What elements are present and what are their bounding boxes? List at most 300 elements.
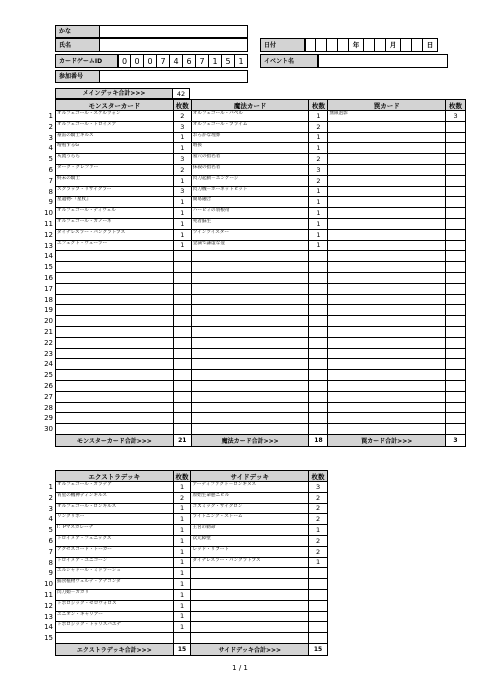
- side-card-count[interactable]: 2: [309, 492, 328, 503]
- side-card-name[interactable]: [191, 579, 309, 590]
- table-row: [56, 348, 466, 359]
- extra-card-count[interactable]: [173, 633, 191, 644]
- trap-card-count[interactable]: [446, 370, 466, 381]
- trap-card-count[interactable]: [446, 391, 466, 402]
- extra-count-header: 枚数: [173, 471, 191, 482]
- spell-card-name[interactable]: [191, 251, 309, 262]
- trap-card-name[interactable]: [328, 359, 446, 370]
- spell-card-count[interactable]: 3: [309, 164, 328, 175]
- spell-card-count[interactable]: [309, 380, 328, 391]
- side-card-name[interactable]: [191, 589, 309, 600]
- row-number: 12: [44, 230, 53, 239]
- spell-card-name[interactable]: [191, 283, 309, 294]
- side-card-name[interactable]: 原始生命態ニビル: [191, 492, 309, 503]
- trap-card-name[interactable]: [328, 316, 446, 327]
- extra-card-count[interactable]: 1: [173, 589, 191, 600]
- monster-card-name[interactable]: 豪雷の騎士ギルス: [56, 132, 174, 143]
- row-number: 28: [44, 403, 53, 412]
- spell-card-count[interactable]: 2: [309, 175, 328, 186]
- row-number: 22: [44, 338, 53, 347]
- trap-card-count[interactable]: [446, 380, 466, 391]
- extra-card-count[interactable]: 1: [173, 568, 191, 579]
- extra-card-name[interactable]: トポロジック・トゥリスバエナ: [56, 622, 174, 633]
- trap-card-name[interactable]: [328, 121, 446, 132]
- spell-card-name[interactable]: ハーピィの羽根帚: [191, 208, 309, 219]
- side-card-count[interactable]: 2: [309, 535, 328, 546]
- monster-card-name[interactable]: [56, 316, 174, 327]
- spell-card-count[interactable]: [309, 262, 328, 273]
- monster-card-name[interactable]: [56, 305, 174, 316]
- monster-card-name[interactable]: [56, 424, 174, 435]
- trap-card-count[interactable]: [446, 326, 466, 337]
- monster-card-name[interactable]: オルフェゴール・カノーネ: [56, 218, 174, 229]
- spell-card-name[interactable]: オルフェゴール・バベル: [191, 111, 309, 122]
- trap-card-name[interactable]: [328, 229, 446, 240]
- side-card-count[interactable]: [309, 611, 328, 622]
- spell-card-count[interactable]: 1: [309, 218, 328, 229]
- spell-card-name[interactable]: [191, 348, 309, 359]
- monster-card-name[interactable]: 終末の騎士: [56, 175, 174, 186]
- extra-card-name[interactable]: リンクリボー: [56, 514, 174, 525]
- side-card-count[interactable]: 1: [309, 525, 328, 536]
- spell-card-name[interactable]: [191, 359, 309, 370]
- spell-card-name[interactable]: [191, 316, 309, 327]
- monster-card-name[interactable]: [56, 251, 174, 262]
- monster-card-name[interactable]: [56, 370, 174, 381]
- spell-card-count[interactable]: [309, 348, 328, 359]
- monster-card-count[interactable]: 1: [173, 229, 191, 240]
- spell-card-name[interactable]: おろかな埋葬: [191, 132, 309, 143]
- monster-card-count[interactable]: [173, 348, 191, 359]
- monster-card-name[interactable]: スクラップ・リサイクラー: [56, 186, 174, 197]
- monster-card-count[interactable]: [173, 380, 191, 391]
- monster-card-count[interactable]: [173, 305, 191, 316]
- trap-card-count[interactable]: [446, 337, 466, 348]
- side-card-name[interactable]: [191, 600, 309, 611]
- monster-card-name[interactable]: [56, 326, 174, 337]
- extra-card-count[interactable]: 1: [173, 482, 191, 493]
- kana-label: かな: [55, 25, 100, 38]
- trap-card-count[interactable]: [446, 272, 466, 283]
- trap-card-name[interactable]: [328, 143, 446, 154]
- trap-card-count[interactable]: [446, 305, 466, 316]
- table-row: [56, 492, 328, 503]
- spell-card-count[interactable]: [309, 359, 328, 370]
- event-name-label: イベント名: [260, 54, 318, 68]
- row-number: 3: [48, 133, 53, 142]
- monster-card-name[interactable]: [56, 391, 174, 402]
- name-label: 氏名: [55, 38, 100, 52]
- table-row: [56, 272, 466, 283]
- monster-card-name[interactable]: [56, 283, 174, 294]
- extra-card-name[interactable]: 閃刀姫－カガリ: [56, 589, 174, 600]
- side-card-count[interactable]: [309, 568, 328, 579]
- monster-card-count[interactable]: 2: [173, 111, 191, 122]
- spell-card-count[interactable]: [309, 272, 328, 283]
- trap-card-name[interactable]: [328, 218, 446, 229]
- extra-total-label: エクストラデッキ合計>>>: [56, 643, 174, 655]
- table-row: [56, 391, 466, 402]
- side-card-count[interactable]: [309, 622, 328, 633]
- trap-card-name[interactable]: [328, 251, 446, 262]
- trap-card-count[interactable]: [446, 348, 466, 359]
- trap-card-count[interactable]: [446, 121, 466, 132]
- card-id-field[interactable]: [118, 54, 248, 68]
- month-label: 月: [386, 38, 401, 52]
- spell-card-name[interactable]: [191, 380, 309, 391]
- monster-total: 21: [173, 434, 191, 446]
- spell-card-name[interactable]: 閃刀機－ホーネットビット: [191, 186, 309, 197]
- monster-card-count[interactable]: 3: [173, 154, 191, 165]
- table-row: [56, 482, 328, 493]
- extra-card-name[interactable]: トロイメア・ユニコーン: [56, 557, 174, 568]
- side-card-count[interactable]: [309, 633, 328, 644]
- side-card-name[interactable]: ダイナレスラー・パンクラトプス: [191, 557, 309, 568]
- monster-card-count[interactable]: [173, 272, 191, 283]
- row-number: 3: [48, 504, 53, 513]
- spell-card-name[interactable]: 増援: [191, 143, 309, 154]
- trap-card-name[interactable]: [328, 370, 446, 381]
- trap-card-count[interactable]: [446, 175, 466, 186]
- side-card-name[interactable]: コズミック・サイクロン: [191, 503, 309, 514]
- monster-card-count[interactable]: 1: [173, 132, 191, 143]
- spell-card-count[interactable]: 1: [309, 240, 328, 251]
- spell-card-count[interactable]: 2: [309, 154, 328, 165]
- table-row: [56, 546, 328, 557]
- trap-card-count[interactable]: [446, 240, 466, 251]
- trap-card-count[interactable]: [446, 154, 466, 165]
- extra-card-count[interactable]: 1: [173, 622, 191, 633]
- monster-card-name[interactable]: [56, 380, 174, 391]
- trap-card-count[interactable]: [446, 186, 466, 197]
- date-field[interactable]: [305, 38, 448, 52]
- spell-card-count[interactable]: [309, 370, 328, 381]
- monster-card-count[interactable]: [173, 283, 191, 294]
- monster-card-name[interactable]: [56, 413, 174, 424]
- extra-card-count[interactable]: 1: [173, 535, 191, 546]
- side-card-name[interactable]: レッド・リブート: [191, 546, 309, 557]
- trap-card-name[interactable]: [328, 326, 446, 337]
- side-card-count[interactable]: 3: [309, 482, 328, 493]
- trap-card-name[interactable]: [328, 197, 446, 208]
- spell-card-count[interactable]: [309, 283, 328, 294]
- monster-card-name[interactable]: [56, 294, 174, 305]
- spell-card-count[interactable]: [309, 424, 328, 435]
- trap-card-name[interactable]: [328, 240, 446, 251]
- card-id-digit: 5: [222, 54, 235, 68]
- card-id-digit: 0: [131, 54, 144, 68]
- monster-header: モンスターカード: [56, 100, 174, 111]
- extra-card-name[interactable]: 宵星の機神ディンギルス: [56, 492, 174, 503]
- monster-card-count[interactable]: [173, 402, 191, 413]
- extra-card-count[interactable]: 1: [173, 600, 191, 611]
- extra-card-count[interactable]: 1: [173, 546, 191, 557]
- trap-card-count[interactable]: [446, 132, 466, 143]
- extra-card-count[interactable]: 2: [173, 492, 191, 503]
- side-card-count[interactable]: 1: [309, 557, 328, 568]
- row-number: 19: [44, 306, 53, 315]
- spell-card-name[interactable]: オルフェゴール・プライム: [191, 121, 309, 132]
- spell-card-name[interactable]: [191, 424, 309, 435]
- monster-card-count[interactable]: [173, 316, 191, 327]
- spell-card-name[interactable]: 墓穴の指名者: [191, 154, 309, 165]
- extra-card-count[interactable]: 1: [173, 514, 191, 525]
- row-number: 13: [44, 241, 53, 250]
- trap-card-name[interactable]: [328, 154, 446, 165]
- monster-card-name[interactable]: [56, 359, 174, 370]
- monster-card-count[interactable]: 1: [173, 175, 191, 186]
- entry-number-field[interactable]: [99, 70, 248, 83]
- trap-card-count[interactable]: [446, 251, 466, 262]
- row-number: 12: [44, 601, 53, 610]
- spell-card-name[interactable]: [191, 262, 309, 273]
- monster-card-name[interactable]: 灰流うらら: [56, 154, 174, 165]
- card-id-digit: 0: [118, 54, 131, 68]
- side-card-name[interactable]: [191, 633, 309, 644]
- trap-card-count[interactable]: [446, 316, 466, 327]
- extra-card-count[interactable]: 1: [173, 503, 191, 514]
- extra-card-name[interactable]: オルフェゴール・ロンギルス: [56, 503, 174, 514]
- monster-card-name[interactable]: [56, 272, 174, 283]
- row-number: 1: [48, 483, 53, 491]
- side-card-count[interactable]: 2: [309, 514, 328, 525]
- row-number: 4: [48, 515, 53, 524]
- extra-row-numbers: [37, 481, 55, 651]
- extra-card-name[interactable]: [56, 633, 174, 644]
- spell-card-count[interactable]: 1: [309, 208, 328, 219]
- monster-card-count[interactable]: [173, 294, 191, 305]
- extra-card-name[interactable]: アクセスコード・トーカー: [56, 546, 174, 557]
- side-card-name[interactable]: [191, 568, 309, 579]
- spell-card-name[interactable]: [191, 402, 309, 413]
- table-row: [56, 535, 328, 546]
- spell-card-name[interactable]: 抹殺の指名者: [191, 164, 309, 175]
- name-field[interactable]: [99, 38, 248, 52]
- extra-card-name[interactable]: トポロジック・ゼロヴォロス: [56, 600, 174, 611]
- trap-card-count[interactable]: [446, 262, 466, 273]
- side-card-count[interactable]: [309, 600, 328, 611]
- extra-card-name[interactable]: エルシャドール・ミドラーシュ: [56, 568, 174, 579]
- monster-card-count[interactable]: [173, 326, 191, 337]
- spell-card-name[interactable]: [191, 337, 309, 348]
- trap-card-name[interactable]: [328, 424, 446, 435]
- spell-card-count[interactable]: [309, 413, 328, 424]
- side-card-name[interactable]: ライトニング・ストーム: [191, 514, 309, 525]
- monster-card-count[interactable]: [173, 262, 191, 273]
- trap-total-label: 罠カード合計>>>: [328, 434, 446, 446]
- side-card-count[interactable]: 2: [309, 546, 328, 557]
- spell-card-count[interactable]: [309, 251, 328, 262]
- trap-card-count[interactable]: [446, 294, 466, 305]
- side-count-header: 枚数: [309, 471, 328, 482]
- monster-card-count[interactable]: [173, 370, 191, 381]
- monster-card-count[interactable]: 3: [173, 186, 191, 197]
- side-card-name[interactable]: 王宮の勅命: [191, 525, 309, 536]
- spell-card-count[interactable]: [309, 402, 328, 413]
- extra-card-count[interactable]: 1: [173, 525, 191, 536]
- spell-header: 魔法カード: [191, 100, 309, 111]
- side-card-name[interactable]: [191, 611, 309, 622]
- monster-card-name[interactable]: オルフェゴール・ディヴェル: [56, 208, 174, 219]
- spell-card-count[interactable]: [309, 316, 328, 327]
- monster-card-count[interactable]: 1: [173, 208, 191, 219]
- side-card-name[interactable]: 次元障壁: [191, 535, 309, 546]
- trap-card-name[interactable]: [328, 402, 446, 413]
- row-number: 5: [48, 155, 53, 164]
- monster-card-name[interactable]: 星遺物-『星杖』: [56, 197, 174, 208]
- monster-card-name[interactable]: オルフェゴール・スケルツォン: [56, 111, 174, 122]
- trap-card-count[interactable]: [446, 229, 466, 240]
- monster-card-name[interactable]: オルフェゴール・トロイメア: [56, 121, 174, 132]
- monster-total-label: モンスターカード合計>>>: [56, 434, 174, 446]
- table-row: [56, 359, 466, 370]
- spell-card-count[interactable]: 1: [309, 132, 328, 143]
- trap-card-name[interactable]: [328, 294, 446, 305]
- extra-card-count[interactable]: 1: [173, 579, 191, 590]
- extra-card-name[interactable]: I：Pマスカレーナ: [56, 525, 174, 536]
- spell-card-name[interactable]: ツインツイスター: [191, 229, 309, 240]
- spell-card-name[interactable]: 閃刀起動－エンゲージ: [191, 175, 309, 186]
- extra-card-name[interactable]: オルフェゴール・ガラテア: [56, 482, 174, 493]
- spell-card-count[interactable]: [309, 294, 328, 305]
- monster-card-name[interactable]: [56, 348, 174, 359]
- side-card-count[interactable]: [309, 579, 328, 590]
- trap-card-name[interactable]: [328, 175, 446, 186]
- monster-card-count[interactable]: [173, 413, 191, 424]
- trap-card-count[interactable]: [446, 283, 466, 294]
- trap-card-count[interactable]: [446, 164, 466, 175]
- side-card-count[interactable]: [309, 589, 328, 600]
- extra-card-name[interactable]: トロイメア・フェニックス: [56, 535, 174, 546]
- monster-card-name[interactable]: [56, 337, 174, 348]
- side-card-name[interactable]: [191, 622, 309, 633]
- trap-card-count[interactable]: [446, 359, 466, 370]
- extra-card-name[interactable]: 捕食植物ヴェルテ・アナコンダ: [56, 579, 174, 590]
- spell-card-name[interactable]: [191, 391, 309, 402]
- table-row: [56, 240, 466, 251]
- trap-card-count[interactable]: [446, 413, 466, 424]
- monster-card-count[interactable]: [173, 359, 191, 370]
- trap-card-name[interactable]: [328, 337, 446, 348]
- monster-card-count[interactable]: [173, 424, 191, 435]
- trap-card-name[interactable]: [328, 391, 446, 402]
- row-number: 2: [48, 493, 53, 502]
- spell-card-count[interactable]: 1: [309, 111, 328, 122]
- trap-card-name[interactable]: [328, 262, 446, 273]
- trap-card-count[interactable]: [446, 208, 466, 219]
- spell-card-name[interactable]: 簡易融合: [191, 197, 309, 208]
- trap-card-name[interactable]: [328, 186, 446, 197]
- trap-card-name[interactable]: [328, 208, 446, 219]
- trap-card-name[interactable]: [328, 283, 446, 294]
- monster-card-count[interactable]: [173, 337, 191, 348]
- row-number: 15: [44, 634, 53, 643]
- trap-card-count[interactable]: [446, 402, 466, 413]
- row-number: 6: [48, 166, 53, 174]
- spell-card-name[interactable]: [191, 326, 309, 337]
- trap-card-name[interactable]: [328, 305, 446, 316]
- row-number: 4: [48, 144, 53, 153]
- spell-card-count[interactable]: [309, 305, 328, 316]
- trap-card-name[interactable]: [328, 348, 446, 359]
- monster-card-name[interactable]: 増殖するG: [56, 143, 174, 154]
- table-row: [56, 132, 466, 143]
- monster-card-count[interactable]: [173, 251, 191, 262]
- table-row: [56, 611, 328, 622]
- monster-card-name[interactable]: エフェクト・ヴェーラー: [56, 240, 174, 251]
- spell-card-name[interactable]: [191, 413, 309, 424]
- extra-card-name[interactable]: ユニオン・キャリアー: [56, 611, 174, 622]
- main-deck-total-label: メインデッキ合計>>>: [55, 88, 173, 99]
- spell-card-count[interactable]: 1: [309, 197, 328, 208]
- monster-card-count[interactable]: 3: [173, 121, 191, 132]
- trap-card-name[interactable]: [328, 272, 446, 283]
- monster-card-name[interactable]: ダーク・グレファー: [56, 164, 174, 175]
- monster-card-name[interactable]: [56, 262, 174, 273]
- spell-card-count[interactable]: 1: [309, 143, 328, 154]
- spell-card-name[interactable]: [191, 305, 309, 316]
- trap-card-count[interactable]: [446, 197, 466, 208]
- spell-card-name[interactable]: 死者蘇生: [191, 218, 309, 229]
- monster-card-name[interactable]: [56, 402, 174, 413]
- trap-card-name[interactable]: [328, 380, 446, 391]
- trap-card-count[interactable]: [446, 424, 466, 435]
- trap-card-count[interactable]: 3: [446, 111, 466, 122]
- card-id-digit: 4: [170, 54, 183, 68]
- extra-card-count[interactable]: 1: [173, 557, 191, 568]
- trap-card-name[interactable]: [328, 164, 446, 175]
- spell-total: 18: [309, 434, 328, 446]
- trap-card-count[interactable]: [446, 218, 466, 229]
- side-card-name[interactable]: アーティファクト－ロンギヌス: [191, 482, 309, 493]
- extra-card-count[interactable]: 1: [173, 611, 191, 622]
- monster-card-count[interactable]: [173, 391, 191, 402]
- trap-card-name[interactable]: [328, 132, 446, 143]
- spell-card-name[interactable]: 金満で謙虚な壺: [191, 240, 309, 251]
- spell-card-name[interactable]: [191, 272, 309, 283]
- spell-card-name[interactable]: [191, 294, 309, 305]
- card-id-digit: 7: [157, 54, 170, 68]
- trap-card-name[interactable]: [328, 413, 446, 424]
- row-number: 24: [44, 360, 53, 369]
- spell-card-count[interactable]: [309, 391, 328, 402]
- monster-card-count[interactable]: 1: [173, 197, 191, 208]
- row-number: 8: [48, 187, 53, 196]
- monster-card-name[interactable]: ダイナレスラー・パンクラトプス: [56, 229, 174, 240]
- trap-card-name[interactable]: 無限泡影: [328, 111, 446, 122]
- spell-card-count[interactable]: 2: [309, 121, 328, 132]
- spell-card-count[interactable]: 1: [309, 186, 328, 197]
- event-name-field[interactable]: [318, 54, 448, 68]
- spell-card-count[interactable]: [309, 326, 328, 337]
- extra-header: エクストラデッキ: [56, 471, 174, 482]
- spell-card-name[interactable]: [191, 370, 309, 381]
- row-number: 10: [44, 209, 53, 218]
- side-card-count[interactable]: 2: [309, 503, 328, 514]
- table-row: [56, 557, 328, 568]
- row-number: 26: [44, 382, 53, 390]
- monster-card-count[interactable]: 1: [173, 240, 191, 251]
- monster-card-count[interactable]: 1: [173, 143, 191, 154]
- spell-card-count[interactable]: [309, 337, 328, 348]
- monster-card-count[interactable]: 2: [173, 164, 191, 175]
- trap-card-count[interactable]: [446, 143, 466, 154]
- table-row: [56, 175, 466, 186]
- kana-field[interactable]: [99, 25, 248, 38]
- spell-card-count[interactable]: 1: [309, 229, 328, 240]
- card-id-digit: 1: [235, 54, 248, 68]
- monster-card-count[interactable]: 1: [173, 218, 191, 229]
